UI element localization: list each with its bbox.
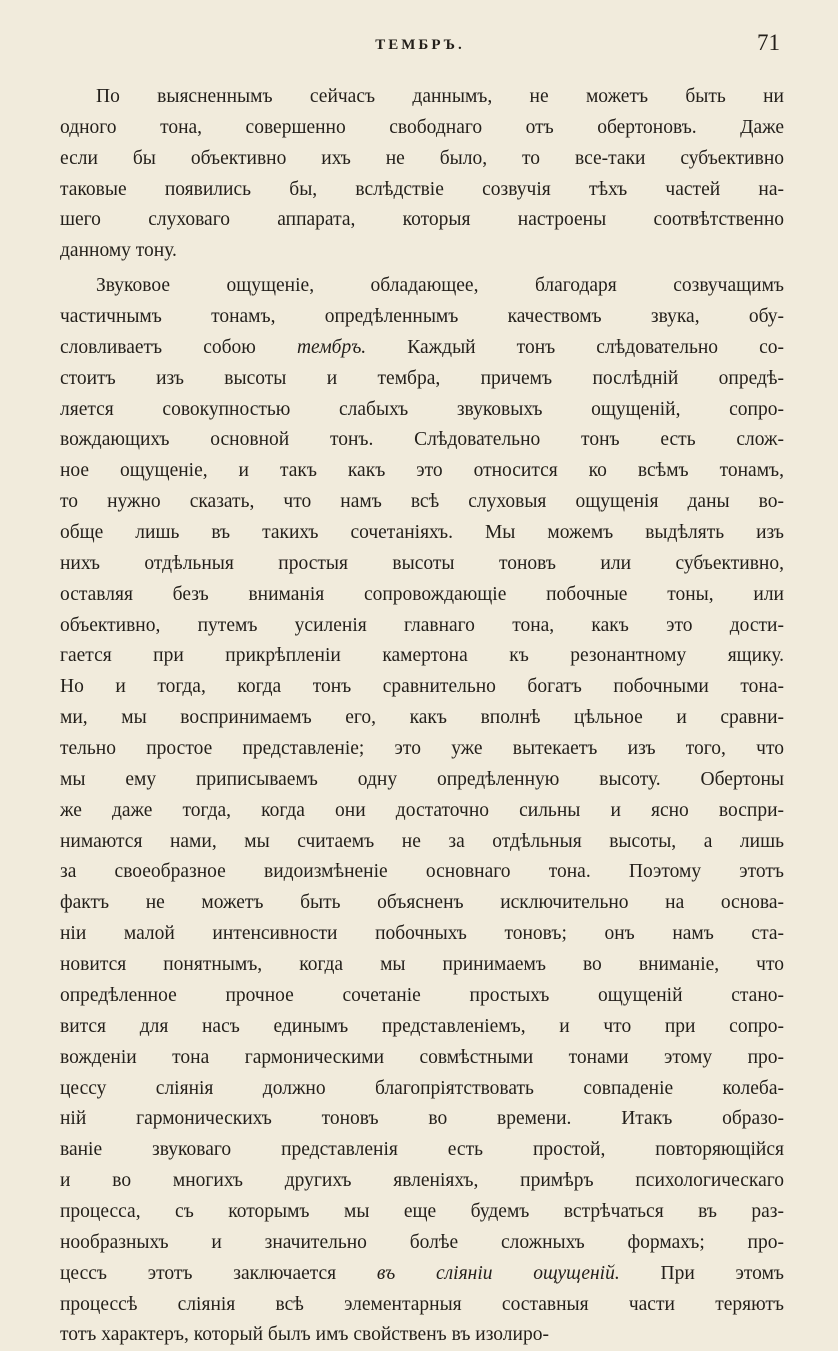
text-line: оставляя безъ вниманія сопровождающіе побочные тоны, или [60, 583, 784, 605]
paragraph [60, 271, 784, 1351]
text-line: ній гармоническихъ тоновъ во времени. Итакъ образо- [60, 1108, 784, 1130]
text-line: вожденіи тона гармоническими совмѣстными тонами этому про- [60, 1046, 784, 1068]
text-line: данному тону. [60, 240, 177, 262]
text-line: ми, мы воспринимаемъ его, какъ вполнѣ цѣльное и сравни- [60, 707, 784, 729]
text-line: мы ему приписываемъ одну опредѣленную высоту. Обертоны [60, 768, 784, 790]
text-line: нимаются нами, мы считаемъ не за отдѣльныя высоты, а лишь [60, 830, 784, 852]
text-line: нообразныхъ и значительно болѣе сложныхъ формахъ; про- [60, 1231, 784, 1253]
paragraph [60, 82, 784, 267]
running-head [60, 30, 780, 60]
text-line: вится для насъ единымъ представленіемъ, и что при сопро- [60, 1015, 784, 1037]
text-line: фактъ не можетъ быть объясненъ исключительно на основа- [60, 892, 784, 914]
text-line: частичнымъ тонамъ, опредѣленнымъ качествомъ звука, обу- [60, 306, 784, 328]
text-line: шего слуховаго аппарата, которыя настроены соотвѣтственно [60, 209, 784, 231]
page-number: 71 [757, 30, 780, 55]
text-line: объективно, путемъ усиленія главнаго тона, какъ это дости- [60, 614, 784, 636]
text-line: ное ощущеніе, и такъ какъ это относится ко всѣмъ тонамъ, [60, 460, 784, 482]
text-line: новится понятнымъ, когда мы принимаемъ во вниманіе, что [60, 954, 784, 976]
text-line: Но и тогда, когда тонъ сравнительно богатъ побочными тона- [60, 676, 784, 698]
text-line: процесса, съ которымъ мы еще будемъ встрѣчаться въ раз- [60, 1200, 784, 1222]
text-line: вождающихъ основной тонъ. Слѣдовательно тонъ есть слож- [60, 429, 784, 451]
running-title: ТЕМБРЪ. [375, 37, 465, 53]
text-line: обще лишь въ такихъ сочетаніяхъ. Мы можемъ выдѣлять изъ [60, 522, 784, 544]
text-line: ніи малой интенсивности побочныхъ тоновъ; онъ намъ ста- [60, 923, 784, 945]
text-line: же даже тогда, когда они достаточно сильны и ясно воспри- [60, 799, 784, 821]
text-line: за своеобразное видоизмѣненіе основнаго тона. Поэтому этотъ [60, 861, 784, 883]
text-line: если бы объективно ихъ не было, то все-таки субъективно [60, 147, 784, 169]
text-line: цессу сліянія должно благопріятствовать совпаденіе колеба- [60, 1077, 784, 1099]
text-line: таковые появились бы, вслѣдствіе созвучія тѣхъ частей на- [60, 178, 784, 200]
body-text [60, 82, 784, 1351]
text-line: и во многихъ другихъ явленіяхъ, примѣръ психологическаго [60, 1170, 784, 1192]
text-line: гается при прикрѣпленіи камертона къ резонантному ящику. [60, 645, 784, 667]
text-line: Звуковое ощущеніе, обладающее, благодаря созвучащимъ [96, 275, 784, 297]
text-line: тотъ характеръ, который былъ имъ свойственъ въ изолиро- [60, 1324, 549, 1346]
text-line: нихъ отдѣльныя простыя высоты тоновъ или субъективно, [60, 552, 784, 574]
text-line: цессъ этотъ заключается въ сліяніи ощущеній. При этомъ [60, 1262, 784, 1284]
text-line: словливаетъ собою тембръ. Каждый тонъ слѣдовательно со- [60, 336, 784, 358]
text-line: тельно простое представленіе; это уже вытекаетъ изъ того, что [60, 738, 784, 760]
text-line: одного тона, совершенно свободнаго отъ обертоновъ. Даже [60, 116, 784, 138]
text-line: опредѣленное прочное сочетаніе простыхъ ощущеній стано- [60, 984, 784, 1006]
text-line: ваніе звуковаго представленія есть простой, повторяющійся [60, 1139, 784, 1161]
text-line: ляется совокупностью слабыхъ звуковыхъ ощущеній, сопро- [60, 398, 784, 420]
text-line: процессѣ сліянія всѣ элементарныя составныя части теряютъ [60, 1293, 784, 1315]
text-line: стоитъ изъ высоты и тембра, причемъ послѣдній опредѣ- [60, 367, 784, 389]
text-line: По выясненнымъ сейчасъ даннымъ, не можетъ быть ни [96, 86, 784, 107]
text-line: то нужно сказать, что намъ всѣ слуховыя ощущенія даны во- [60, 491, 784, 513]
